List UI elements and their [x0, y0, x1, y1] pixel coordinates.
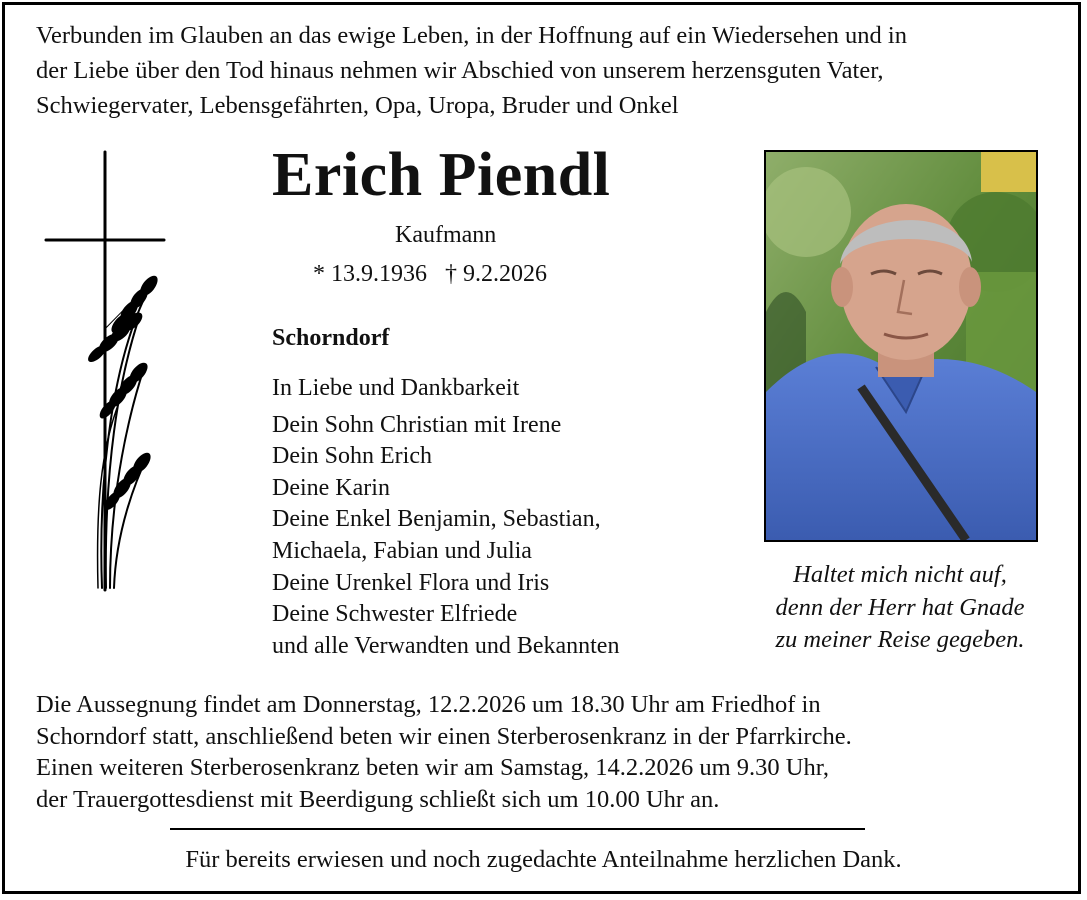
mourner-line: Michaela, Fabian und Julia — [272, 537, 532, 564]
cross-and-wheat-icon — [40, 150, 220, 595]
mourner-line: und alle Verwandten und Bekannten — [272, 632, 620, 659]
divider-line — [170, 828, 865, 830]
thanks-text: Für bereits erwiesen und noch zugedachte Anteilnahme herzlichen Dank. — [185, 846, 902, 873]
occupation: Kaufmann — [395, 222, 497, 248]
mourner-line: Deine Enkel Benjamin, Sebastian, — [272, 506, 601, 533]
intro-line: der Liebe über den Tod hinaus nehmen wir Abschied von unserem herzensguten Vater, — [36, 57, 884, 84]
mourners-list — [272, 373, 619, 662]
residence-place: Schorndorf — [272, 325, 390, 351]
portrait-photo — [764, 150, 1038, 542]
deceased-name: Erich Piendl — [272, 141, 611, 209]
mourner-line: Dein Sohn Christian mit Irene — [272, 411, 562, 438]
mourners-intro: In Liebe und Dankbarkeit — [272, 375, 520, 401]
life-dates — [313, 261, 547, 288]
mourner-line: Dein Sohn Erich — [272, 443, 432, 470]
verse-line: zu meiner Reise gegeben. — [775, 626, 1025, 653]
intro-line: Schwiegervater, Lebensgefährten, Opa, Uropa, Bruder und Onkel — [36, 92, 679, 119]
mourner-line: Deine Urenkel Flora und Iris — [272, 569, 550, 596]
service-line: Einen weiteren Sterberosenkranz beten wir am Samstag, 14.2.2026 um 9.30 Uhr, — [36, 754, 830, 781]
intro-text — [36, 18, 1046, 123]
birth-date: * 13.9.1936 — [313, 261, 427, 287]
intro-line: Verbunden im Glauben an das ewige Leben, in der Hoffnung auf ein Wiedersehen und in — [36, 22, 907, 49]
death-date: † 9.2.2026 — [445, 261, 547, 287]
service-line: Die Aussegnung findet am Donnerstag, 12.2.2026 um 18.30 Uhr am Friedhof in — [36, 691, 821, 718]
portrait-illustration — [766, 152, 1036, 540]
verse-line: Haltet mich nicht auf, — [793, 561, 1007, 588]
verse-line: denn der Herr hat Gnade — [775, 593, 1025, 621]
service-info — [36, 689, 1056, 815]
service-line: der Trauergottesdienst mit Beerdigung schließt sich um 10.00 Uhr an. — [36, 785, 720, 813]
mourner-line: Deine Schwester Elfriede — [272, 601, 518, 628]
verse-quote — [750, 559, 1050, 657]
service-line: Schorndorf statt, anschließend beten wir einen Sterberosenkranz in der Pfarrkirche. — [36, 722, 852, 750]
mourner-line: Deine Karin — [272, 474, 390, 501]
